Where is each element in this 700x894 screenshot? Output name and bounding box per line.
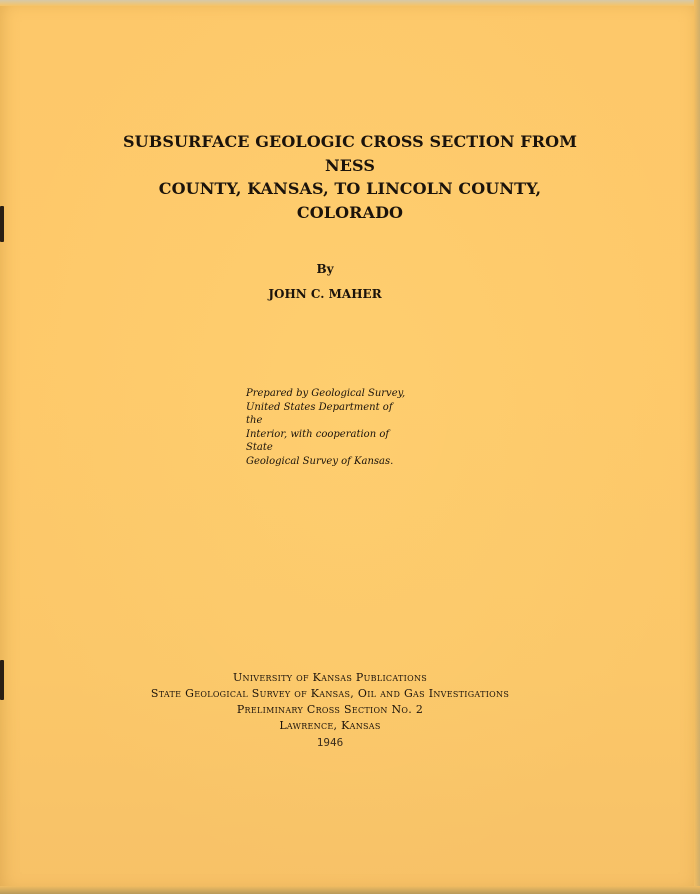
title-line: COUNTY, KANSAS, TO LINCOLN COUNTY, — [158, 179, 542, 198]
prepared-line: United States Department of the — [246, 401, 393, 426]
prepared-by-note — [246, 387, 408, 468]
document-title — [100, 130, 600, 224]
publication-year-stamp: 1946 — [316, 736, 344, 749]
prepared-line: Interior, with cooperation of State — [246, 428, 390, 453]
publisher-block — [0, 670, 660, 734]
title-line: SUBSURFACE GEOLOGIC CROSS SECTION FROM NESS — [122, 132, 578, 175]
page-right-edge — [694, 0, 700, 894]
publisher-line: University of Kansas Publications — [232, 671, 428, 684]
publisher-line: Preliminary Cross Section No. 2 — [236, 703, 424, 716]
publisher-line: Lawrence, Kansas — [279, 719, 381, 732]
page-top-edge — [0, 0, 700, 6]
publisher-line: State Geological Survey of Kansas, Oil and Gas Investigations — [150, 687, 510, 700]
author-name: JOHN C. MAHER — [268, 287, 382, 301]
prepared-line: Prepared by Geological Survey, — [246, 388, 406, 399]
prepared-line: Geological Survey of Kansas. — [246, 455, 394, 467]
binding-staple-top — [0, 206, 4, 242]
byline: By — [316, 262, 334, 276]
page-bottom-edge — [0, 886, 700, 894]
title-line: COLORADO — [296, 202, 404, 222]
